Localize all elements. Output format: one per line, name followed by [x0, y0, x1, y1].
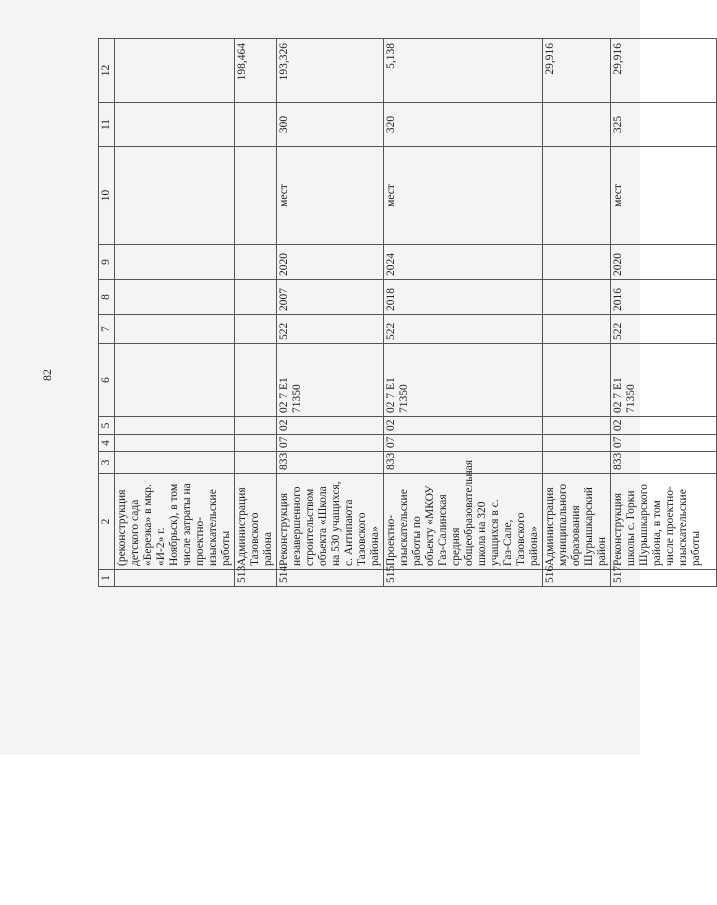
table-row [235, 39, 277, 587]
cell-number: 516 [543, 570, 611, 587]
cell-number: 515 [384, 570, 543, 587]
cell-start-year: 2007 [277, 280, 384, 315]
cell-capacity [235, 103, 277, 147]
cell-unit: мест [611, 147, 717, 245]
cell-amount [115, 39, 235, 103]
cell-end-year [543, 245, 611, 280]
col-header-3: 3 [99, 452, 115, 474]
col-header-5: 5 [99, 417, 115, 435]
col-header-7: 7 [99, 315, 115, 344]
cell-end-year: 2020 [611, 245, 717, 280]
cell-number: 513 [235, 570, 277, 587]
cell-amount: 29,916 [611, 39, 717, 103]
cell-amount: 5,138 [384, 39, 543, 103]
cell-grbs: 833 [277, 452, 384, 474]
cell-start-year: 2018 [384, 280, 543, 315]
cell-number: 514 [277, 570, 384, 587]
cell-end-year [115, 245, 235, 280]
cell-number [115, 570, 235, 587]
cell-end-year: 2020 [277, 245, 384, 280]
col-header-4: 4 [99, 435, 115, 452]
budget-table [98, 38, 717, 587]
cell-capacity [543, 103, 611, 147]
table-row [543, 39, 611, 587]
cell-expense-type: 522 [384, 315, 543, 344]
cell-end-year [235, 245, 277, 280]
cell-unit: мест [277, 147, 384, 245]
cell-target-article [543, 344, 611, 417]
cell-target-article: 02 7 E1 71350 [611, 344, 717, 417]
cell-capacity: 320 [384, 103, 543, 147]
cell-name: Реконструкция школы с. Горки Шурышкарского района, в том числе проектно-изыскательские работы [611, 474, 717, 570]
col-header-6: 6 [99, 344, 115, 417]
cell-start-year: 2016 [611, 280, 717, 315]
col-header-9: 9 [99, 245, 115, 280]
cell-target-article: 02 7 E1 71350 [277, 344, 384, 417]
cell-section [115, 435, 235, 452]
cell-name: Администрация Тазовского района [235, 474, 277, 570]
col-header-2: 2 [99, 474, 115, 570]
cell-start-year [543, 280, 611, 315]
cell-subsection: 02 [277, 417, 384, 435]
cell-unit: мест [384, 147, 543, 245]
cell-amount: 29,916 [543, 39, 611, 103]
cell-section [543, 435, 611, 452]
cell-end-year: 2024 [384, 245, 543, 280]
cell-name: Администрация муниципального образования Шурышкарский район [543, 474, 611, 570]
cell-unit [235, 147, 277, 245]
cell-capacity: 300 [277, 103, 384, 147]
cell-expense-type: 522 [611, 315, 717, 344]
cell-subsection [235, 417, 277, 435]
cell-capacity [115, 103, 235, 147]
table-row [277, 39, 384, 587]
cell-number: 517 [611, 570, 717, 587]
table-container [98, 39, 702, 587]
cell-target-article: 02 7 E1 71350 [384, 344, 543, 417]
header-row [99, 39, 115, 587]
cell-section: 07 [611, 435, 717, 452]
cell-subsection: 02 [611, 417, 717, 435]
cell-subsection [115, 417, 235, 435]
col-header-8: 8 [99, 280, 115, 315]
cell-grbs [235, 452, 277, 474]
cell-subsection [543, 417, 611, 435]
col-header-1: 1 [99, 570, 115, 587]
cell-section [235, 435, 277, 452]
cell-start-year [235, 280, 277, 315]
col-header-11: 11 [99, 103, 115, 147]
page-number: 82 [40, 369, 54, 381]
cell-amount: 193,326 [277, 39, 384, 103]
table-row [611, 39, 717, 587]
cell-grbs: 833 [611, 452, 717, 474]
cell-target-article [235, 344, 277, 417]
cell-name: (реконструкция детского сада «Березка» в мкр. «И-2» г. Ноябрьск), в том числе затраты на проектно-изыскательские работы [115, 474, 235, 570]
cell-expense-type [115, 315, 235, 344]
cell-capacity: 325 [611, 103, 717, 147]
cell-target-article [115, 344, 235, 417]
col-header-12: 12 [99, 39, 115, 103]
cell-name: Реконструкция незавершенного строительством объекта «Школа на 530 учащихся, с. Антипаюта Тазовского района» [277, 474, 384, 570]
cell-expense-type: 522 [277, 315, 384, 344]
cell-subsection: 02 [384, 417, 543, 435]
cell-unit [543, 147, 611, 245]
cell-expense-type [235, 315, 277, 344]
cell-start-year [115, 280, 235, 315]
table-row [115, 39, 235, 587]
cell-unit [115, 147, 235, 245]
cell-expense-type [543, 315, 611, 344]
table-row [384, 39, 543, 587]
cell-section: 07 [384, 435, 543, 452]
cell-name: Проектно-изыскательские работы по объекту «МКОУ Газ-Салинская средняя общеобразовательная школа на 320 учащихся в с. Газ-Сале, Тазовского района» [384, 474, 543, 570]
cell-grbs [115, 452, 235, 474]
col-header-10: 10 [99, 147, 115, 245]
cell-amount: 198,464 [235, 39, 277, 103]
cell-grbs: 833 [384, 452, 543, 474]
cell-section: 07 [277, 435, 384, 452]
cell-grbs [543, 452, 611, 474]
